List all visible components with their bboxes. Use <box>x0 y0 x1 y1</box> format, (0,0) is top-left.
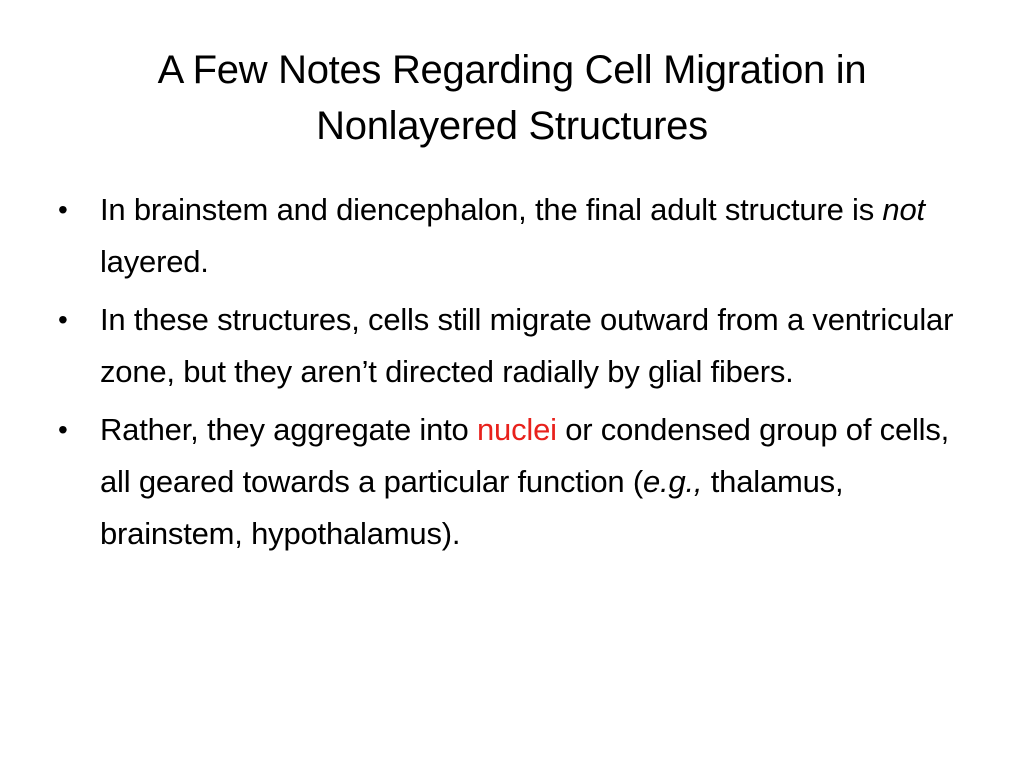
emphasis-text: not <box>882 192 925 227</box>
slide-title: A Few Notes Regarding Cell Migration in Nonlayered Structures <box>157 48 867 148</box>
highlight-text: nuclei <box>477 412 557 447</box>
bullet-icon: • <box>58 194 68 225</box>
bullet-text: layered. <box>100 244 209 279</box>
bullet-item <box>56 404 976 560</box>
bullet-item <box>56 294 976 398</box>
bullet-text: thalamus, brainstem, hypothalamus). <box>100 464 844 551</box>
bullet-list <box>56 184 976 566</box>
bullet-icon: • <box>58 414 68 445</box>
bullet-text: In these structures, cells still migrate outward from a ventricular zone, but they aren’t directed radially by glial fibers. <box>100 302 954 389</box>
bullet-text: or condensed group of cells, all geared towards a particular function ( <box>100 412 950 499</box>
bullet-text: Rather, they aggregate into <box>100 412 477 447</box>
bullet-text: In brainstem and diencephalon, the final adult structure is <box>100 192 883 227</box>
bullet-item <box>56 184 976 288</box>
bullet-icon: • <box>58 304 68 335</box>
emphasis-text: e.g., <box>643 464 703 499</box>
